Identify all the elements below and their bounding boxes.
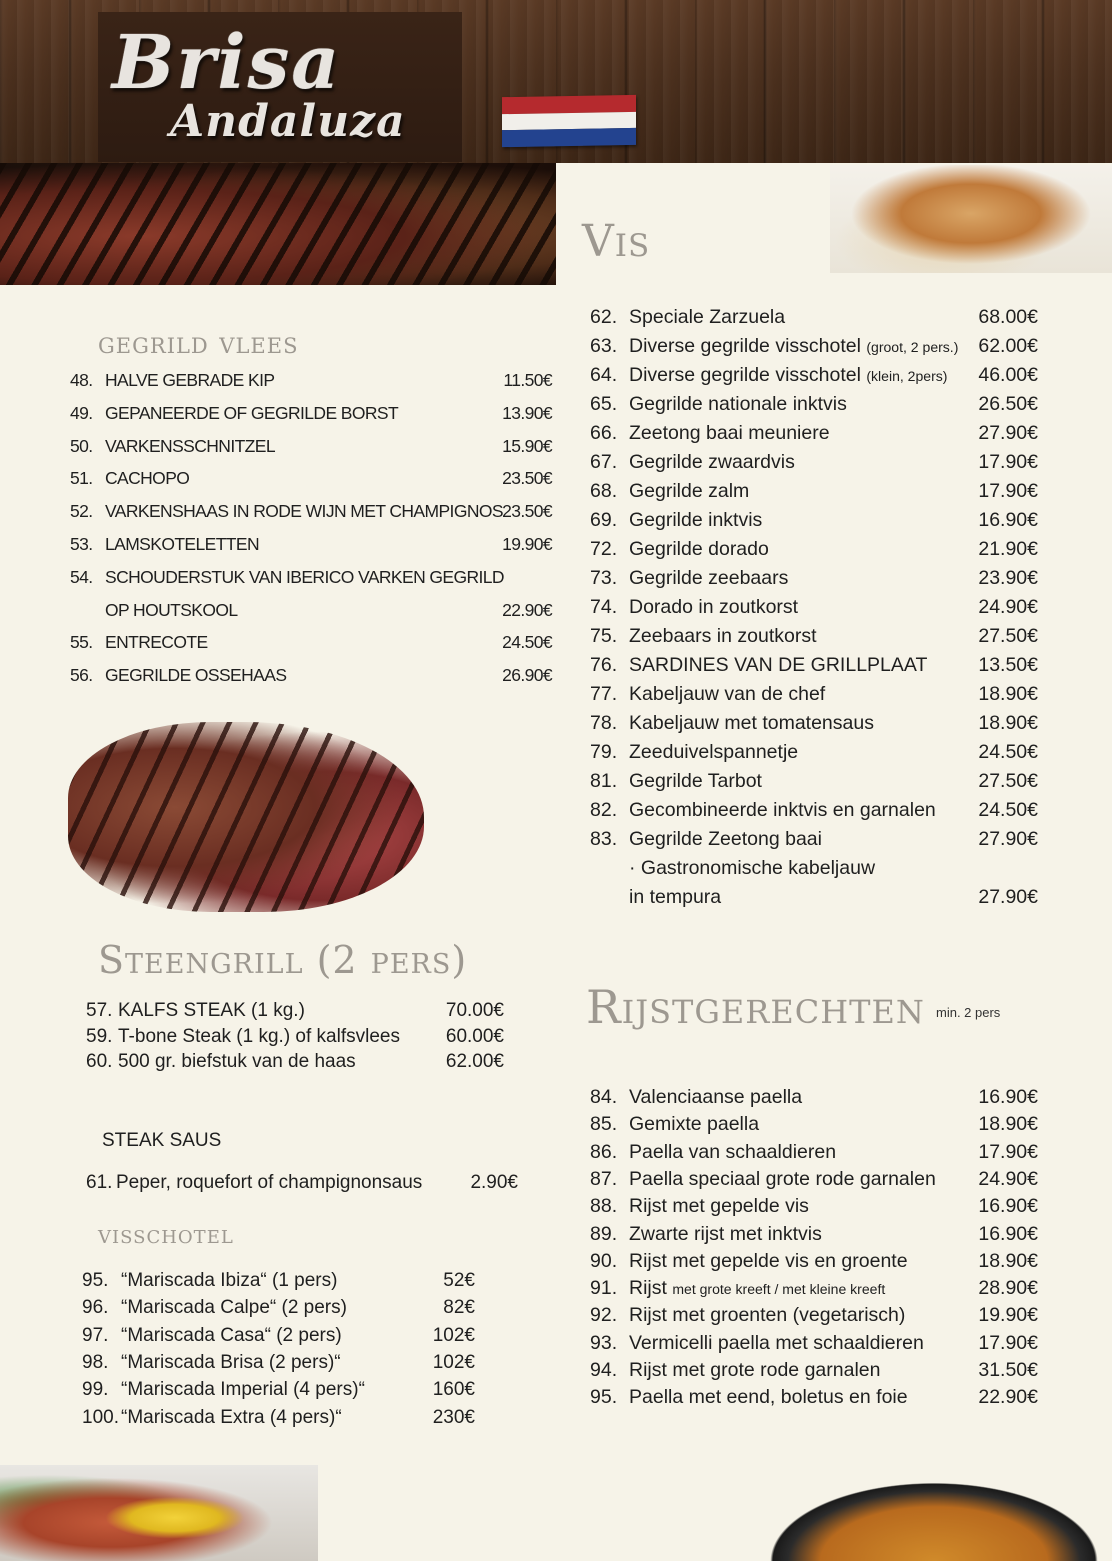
menu-item-name-text: Gegrilde nationale inktvis [629,393,847,415]
menu-item-name-text: GEGRILDE OSSEHAAS [105,665,287,686]
menu-item-number: 86. [590,1140,618,1163]
menu-item-name-text: “Mariscada Ibiza“ (1 pers) [121,1270,338,1291]
menu-item-price: 16.90€ [978,1086,1038,1108]
menu-item-name-text: Zwarte rijst met inktvis [629,1222,822,1245]
menu-list-visschotel [82,1270,475,1434]
menu-list-rijstgerechten [590,1086,1038,1416]
menu-item-number: 87. [590,1167,618,1190]
menu-item-number: 50. [70,435,93,456]
menu-item-name-text: Paella speciaal grote rode garnalen [629,1167,936,1190]
menu-item-price: 16.90€ [978,1222,1038,1245]
menu-item-price: 26.50€ [978,393,1038,415]
menu-item-price: 24.50€ [978,741,1038,763]
menu-item-number: 84. [590,1086,618,1108]
menu-item-number: 98. [82,1351,109,1373]
menu-item-name-text: “Mariscada Imperial (4 pers)“ [121,1379,365,1401]
menu-item-number: 59. [86,1025,113,1047]
menu-item-price: 27.50€ [978,770,1038,792]
menu-item-name-text: Vermicelli paella met schaaldieren [629,1331,924,1354]
menu-item-name [629,538,769,561]
menu-item-note: (klein, 2pers) [866,368,948,384]
menu-item-number: 95. [590,1386,618,1409]
menu-item-price: 27.50€ [978,625,1038,647]
section-title-steengrill: Steengrill (2 pers) [98,938,468,982]
menu-item-price: 26.90€ [502,665,552,686]
menu-item-name-text: Valenciaanse paella [629,1086,803,1108]
menu-item-name [121,1297,347,1319]
menu-item-name [629,596,798,619]
menu-item-name [629,1386,908,1409]
menu-item-name-text: Rijst met gepelde vis en groente [629,1249,908,1272]
menu-item-price: 19.90€ [502,534,552,554]
menu-item-name [629,335,958,358]
menu-item-name [629,1359,880,1382]
rijst-min-persons-note: min. 2 pers [936,1005,1001,1020]
menu-item-number: 64. [590,364,618,386]
menu-item-name-text: Paella van schaaldieren [629,1140,837,1163]
menu-item-name [629,683,825,706]
menu-item-price: 19.90€ [978,1304,1038,1327]
menu-item-price: 18.90€ [978,683,1038,705]
menu-item-price: 17.90€ [978,480,1038,502]
menu-item-number: 78. [590,712,618,734]
menu-item-number: 89. [590,1222,618,1245]
menu-item-price: 68.00€ [978,306,1038,328]
menu-item-price: 13.50€ [978,654,1038,676]
menu-item-name [629,857,875,880]
menu-item-number: 54. [70,566,93,587]
menu-item-price: 24.50€ [978,799,1038,821]
menu-item-number: 61. [86,1172,113,1193]
menu-item-number: 85. [590,1113,618,1136]
menu-item-name [105,665,286,686]
menu-item-number: 79. [590,741,618,763]
menu-item-price: 23.50€ [502,501,552,522]
menu-item-number: 75. [590,625,618,647]
menu-item-number: 90. [590,1249,618,1272]
menu-item-price: 15.90€ [502,435,552,456]
menu-item-name-text: Rijst [629,1277,667,1300]
menu-item-name [105,436,275,457]
menu-item-number: 77. [590,683,618,705]
menu-item-note: met grote kreeft / met kleine kreeft [672,1281,886,1298]
menu-item-number: 97. [82,1324,109,1346]
menu-item-name-text: Gemixte paella [629,1113,760,1136]
menu-item-name-text: Gegrilde zalm [629,480,750,502]
menu-item-number: 93. [590,1331,618,1354]
menu-item-number: 68. [590,480,618,502]
menu-item-name [105,468,189,489]
menu-item-number: 48. [70,370,93,390]
menu-item-price: 21.90€ [978,538,1038,560]
menu-item-name-text: Diverse gegrilde visschotel [629,335,861,357]
menu-item-name [629,1086,802,1109]
menu-item-name [629,886,721,909]
menu-item-number: 96. [82,1297,109,1319]
menu-item-name-text: OP HOUTSKOOL [105,599,238,620]
menu-item-name-text: T-bone Steak (1 kg.) of kalfsvlees [118,1025,400,1047]
menu-item-note: (groot, 2 pers.) [866,339,959,355]
menu-item-name [629,1195,809,1218]
section-title-rijstgerechten: Rijstgerechten [586,980,925,1034]
menu-item-price: 17.90€ [978,451,1038,473]
menu-item-number: 65. [590,393,618,415]
menu-item-name-text: Gegrilde zeebaars [629,567,789,589]
menu-item-name [629,451,795,474]
menu-item-name [105,600,238,621]
menu-item-price: 27.90€ [978,828,1038,850]
menu-item-name [121,1270,337,1292]
menu-item-name [629,1277,885,1300]
menu-item-price: 24.90€ [978,596,1038,618]
menu-item-price: 160€ [432,1379,475,1401]
menu-item-price: 17.90€ [978,1140,1038,1163]
menu-list-steengrill [86,1000,504,1076]
menu-item-number: 99. [82,1379,109,1401]
menu-item-name-text: “Mariscada Brisa (2 pers)“ [121,1351,341,1373]
menu-item-name [629,1141,836,1164]
menu-item-price: 102€ [432,1351,475,1373]
menu-item-name-text: Diverse gegrilde visschotel [629,364,861,386]
menu-item-price: 16.90€ [978,509,1038,531]
menu-item-name-text: Kabeljauw met tomatensaus [629,712,874,734]
menu-item-name-text: Zeetong baai meuniere [629,422,830,444]
menu-item-name-text: in tempura [629,886,722,908]
menu-item-name-text: “Mariscada Casa“ (2 pers) [121,1324,342,1346]
menu-item-price: 28.90€ [978,1277,1038,1300]
menu-item-name-text: Zeebaars in zoutkorst [629,625,817,647]
menu-item-number: 100. [82,1406,119,1428]
menu-item-name [629,625,817,648]
menu-item-price: 27.90€ [978,886,1038,908]
menu-item-name [629,1168,936,1191]
menu-item-name [121,1352,341,1374]
menu-item-price: 18.90€ [978,1113,1038,1136]
menu-item-name [105,567,504,588]
menu-item-name [629,654,927,677]
header-banner [0,0,1112,163]
menu-item-price: 2.90€ [470,1172,518,1193]
menu-item-name-text: Rijst met groenten (vegetarisch) [629,1304,906,1327]
menu-item-name [116,1172,422,1194]
menu-item-number: 67. [590,451,618,473]
menu-item-number: 51. [70,468,93,489]
menu-item-name [629,799,936,822]
menu-item-price: 18.90€ [978,712,1038,734]
menu-list-vis [590,306,1038,916]
menu-item-name [105,632,208,653]
menu-item-price: 23.90€ [978,567,1038,589]
menu-item-name-text: Peper, roquefort of champignonsaus [116,1172,423,1193]
menu-item-name-text: Gegrilde zwaardvis [629,451,795,473]
menu-item-price: 52€ [443,1270,475,1291]
menu-item-name [121,1407,342,1429]
menu-item-name [629,1332,924,1355]
menu-item-price: 230€ [432,1406,475,1428]
menu-item-price: 16.90€ [978,1195,1038,1218]
fish-dish-photo [830,165,1112,273]
menu-item-name-text: “Mariscada Calpe“ (2 pers) [121,1297,347,1319]
menu-item-name [105,403,398,424]
menu-item-number: 49. [70,402,93,423]
menu-item-number: 95. [82,1270,109,1291]
menu-item-name [629,1223,822,1246]
menu-list-steak-saus [86,1172,518,1198]
menu-item-number: 83. [590,828,618,850]
menu-item-number: 81. [590,770,618,792]
section-title-vis: Vis [582,216,651,267]
menu-item-number: 91. [590,1277,618,1300]
menu-item-name [629,422,830,445]
menu-item-name [118,1051,356,1073]
menu-item-number: 73. [590,567,618,589]
menu-item-name-text: LAMSKOTELETTEN [105,534,259,554]
menu-item-name-text: Gegrilde dorado [629,538,769,560]
logo-title: Brisa [112,20,342,106]
menu-item-price: 17.90€ [978,1331,1038,1354]
menu-item-number: 72. [590,538,618,560]
menu-item-price: 62.00€ [445,1051,504,1072]
menu-item-name [118,1000,305,1022]
menu-item-name-text: 500 gr. biefstuk van de haas [118,1051,356,1072]
menu-item-number: 66. [590,422,618,444]
menu-item-name [629,712,874,735]
menu-item-name [629,828,822,851]
menu-item-name [629,1113,759,1136]
menu-item-name [629,306,785,329]
menu-item-name-text: Zeeduivelspannetje [629,741,799,763]
menu-item-price: 102€ [432,1324,475,1346]
menu-item-name [118,1026,400,1048]
menu-item-name [629,364,947,387]
menu-item-number: 53. [70,534,93,554]
menu-item-name [629,509,762,532]
menu-item-number: 55. [70,632,93,653]
menu-item-price: 31.50€ [978,1359,1038,1381]
menu-item-name-text: Gecombineerde inktvis en garnalen [629,799,936,821]
menu-item-name [121,1325,342,1347]
menu-item-price: 13.90€ [502,402,552,423]
menu-item-price: 23.50€ [502,468,552,489]
menu-item-name-text: SARDINES VAN DE GRILLPLAAT [629,654,928,676]
menu-item-name-text: GEPANEERDE OF GEGRILDE BORST [105,402,399,423]
menu-item-name-text: ENTRECOTE [105,632,208,653]
section-title-gegrild-vlees: gegrild vlees [98,326,299,361]
menu-item-name [629,567,788,590]
section-title-visschotel: visschotel [98,1220,234,1250]
section-title-steak-saus: STEAK SAUS [102,1130,222,1151]
menu-item-number: 88. [590,1195,618,1218]
menu-item-price: 22.90€ [978,1386,1038,1409]
menu-item-number: 60. [86,1051,113,1072]
menu-item-number: 76. [590,654,618,676]
menu-item-name-text: “Mariscada Extra (4 pers)“ [121,1406,342,1428]
menu-item-price: 46.00€ [978,364,1038,386]
menu-item-price: 22.90€ [502,599,552,620]
menu-item-number: 74. [590,596,618,618]
menu-item-number: 82. [590,799,618,821]
menu-item-price: 24.50€ [502,632,552,653]
menu-item-name [629,1304,905,1327]
logo-subtitle: Andaluza [170,96,406,147]
menu-item-name [629,741,798,764]
menu-item-name-text: Gegrilde inktvis [629,509,763,531]
menu-item-price: 82€ [443,1297,475,1319]
menu-item-name-text: Dorado in zoutkorst [629,596,799,618]
menu-item-number: 57. [86,1000,113,1021]
menu-item-name [121,1379,365,1401]
menu-item-number: 52. [70,501,93,522]
menu-item-name-text: Speciale Zarzuela [629,306,786,328]
menu-item-name-text: SCHOUDERSTUK VAN IBERICO VARKEN GEGRILD [105,566,504,587]
menu-item-name-text: Paella met eend, boletus en foie [629,1386,908,1409]
menu-item-name-text: Gegrilde Zeetong baai [629,828,822,850]
menu-item-name-text: KALFS STEAK (1 kg.) [118,1000,305,1021]
menu-item-price: 11.50€ [503,370,552,390]
seafood-platter-photo [0,1465,318,1561]
menu-item-name [629,393,847,416]
menu-item-price: 27.90€ [978,422,1038,444]
menu-list-gegrild-vlees [70,370,552,690]
menu-item-name-text: Rijst met grote rode garnalen [629,1359,881,1381]
menu-item-name-text: Gegrilde Tarbot [629,770,762,792]
grilled-meat-photo [0,163,556,285]
menu-item-name-text: VARKENSSCHNITZEL [105,435,275,456]
menu-item-name [105,501,503,522]
menu-item-name [105,534,259,555]
menu-item-number: 69. [590,509,618,531]
sliced-steak-photo [68,722,424,912]
menu-item-number: 62. [590,306,618,328]
menu-item-price: 18.90€ [978,1249,1038,1272]
menu-item-name-text: CACHOPO [105,468,190,489]
menu-item-name-text: Rijst met gepelde vis [629,1195,809,1218]
menu-item-price: 70.00€ [445,1000,504,1021]
menu-item-number: 94. [590,1359,618,1381]
menu-item-number: 92. [590,1304,618,1327]
menu-item-name-text: Kabeljauw van de chef [629,683,826,705]
menu-item-price: 24.90€ [978,1167,1038,1190]
menu-item-number: 56. [70,665,93,686]
menu-item-number: 63. [590,335,618,357]
menu-item-name [629,1250,908,1273]
menu-item-name-text: · Gastronomische kabeljauw [629,857,876,879]
dutch-flag-icon [502,95,636,147]
menu-item-name-text: HALVE GEBRADE KIP [105,370,275,390]
menu-item-price: 60.00€ [445,1025,504,1047]
menu-item-name [629,480,749,503]
menu-item-price: 62.00€ [978,335,1038,357]
menu-item-name [105,370,274,391]
paella-pan-photo [756,1476,1112,1561]
menu-item-name [629,770,762,793]
menu-item-name-text: VARKENSHAAS IN RODE WIJN MET CHAMPIGNOS [105,501,503,522]
